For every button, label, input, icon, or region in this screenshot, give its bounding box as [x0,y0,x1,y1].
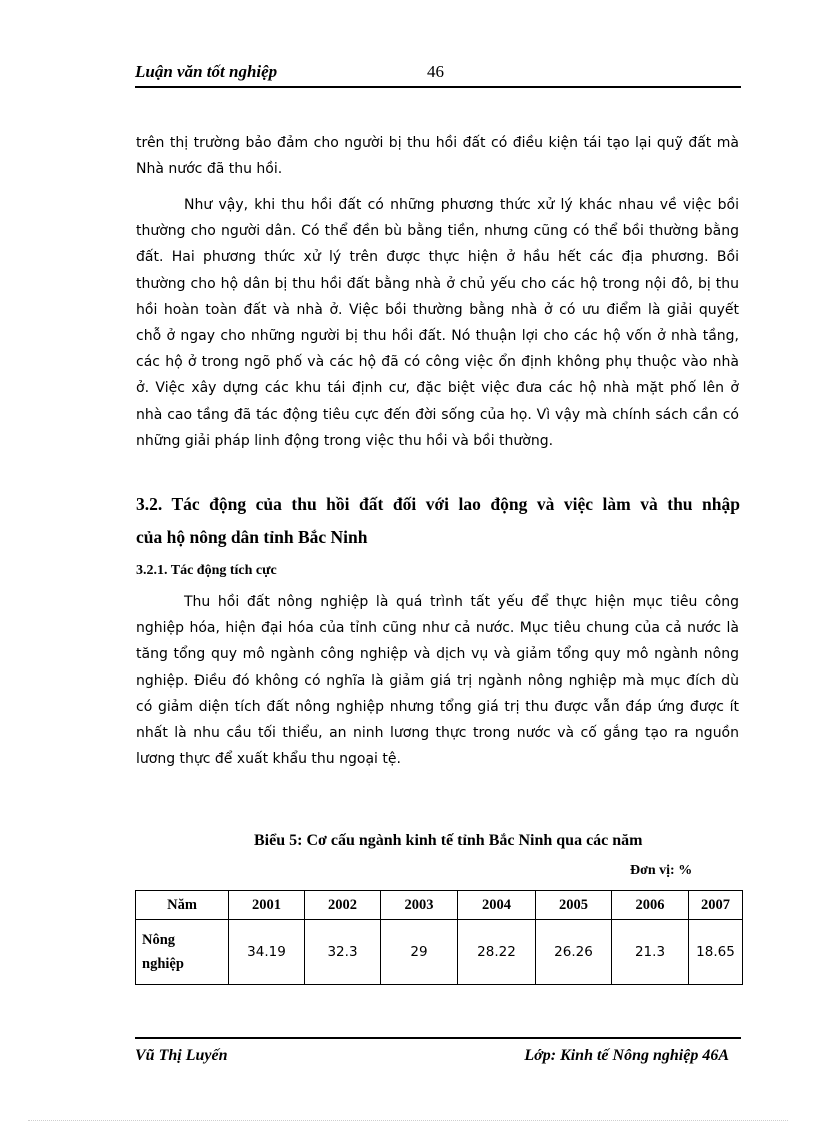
paragraph-continuation [136,130,739,182]
page-number: 46 [427,62,444,81]
row-label-line: nghiệp [142,956,184,972]
table-header-row [136,891,743,920]
text-line: ở. Việc xây dựng các khu tái định cư, đặc biệt việc đưa các hộ nhà mặt phố lên ở [136,380,739,397]
table-cell: 29 [381,920,458,985]
page-header [135,58,741,88]
column-header: 2002 [305,891,381,920]
text-line: đất. Hai phương thức xử lý trên được thực hiện ở hầu hết các địa phương. Bồi [136,249,739,266]
text-line: thường cho người dân. Có thể đền bù bằng tiền, nhưng cũng có thể bồi thường bằng [136,223,739,240]
text-line: những giải pháp linh động trong việc thu hồi và bồi thường. [136,432,554,449]
text-line: Như vậy, khi thu hồi đất có những phương thức xử lý khác nhau về việc bồi [184,197,739,213]
heading-line: 3.2. Tác động của thu hồi đất đối với lao động và việc làm và thu nhập [136,494,740,514]
text-line: hồi hoàn toàn đất và nhà ở. Việc bồi thường bằng nhà ở có ưu điểm là giải quyết [136,301,739,318]
table-cell: 34.19 [229,920,305,985]
column-header: 2004 [458,891,536,920]
section-heading [136,488,740,554]
text-line: chỗ ở ngay cho những người bị thu hồi đất. Nó thuận lợi cho các hộ vốn ở nhà tầng, [136,328,739,345]
table-cell: 21.3 [612,920,689,985]
table-cell: 32.3 [305,920,381,985]
subsection-heading: 3.2.1. Tác động tích cực [136,563,277,578]
footer-author: Vũ Thị Luyến [135,1047,228,1064]
table-cell: 26.26 [536,920,612,985]
economic-structure-table [135,890,743,985]
text-line: tăng tổng quy mô ngành công nghiệp và dịch vụ và giảm tổng quy mô ngành nông [136,646,739,663]
column-header: Năm [136,891,229,920]
table-caption: Biểu 5: Cơ cấu ngành kinh tế tỉnh Bắc Ninh qua các năm [254,832,643,849]
page-edge-divider [28,1120,788,1121]
table-cell: 18.65 [689,920,743,985]
paragraph-positive-impact [136,589,739,772]
text-line: nghiệp hóa, hiện đại hóa của tỉnh cũng như cả nước. Mục tiêu chung của cả nước là [136,620,739,637]
column-header: 2005 [536,891,612,920]
paragraph-compensation [136,192,739,454]
text-line: các hộ ở trong ngõ phố và các hộ đã có công việc ổn định không phụ thuộc vào nhà [136,354,739,371]
column-header: 2001 [229,891,305,920]
table-row [136,920,743,985]
footer-class: Lớp: Kinh tế Nông nghiệp 46A [524,1047,729,1064]
heading-line: của hộ nông dân tỉnh Bắc Ninh [136,527,368,547]
text-line: lương thực để xuất khẩu thu ngoại tệ. [136,751,401,768]
column-header: 2003 [381,891,458,920]
text-line: nhà cao tầng đã tác động tiêu cực đến đời sống của họ. Vì vậy mà chính sách cần có [136,406,739,423]
text-line: Thu hồi đất nông nghiệp là quá trình tất yếu để thực hiện mục tiêu công [184,594,739,610]
text-line: thường cho hộ dân bị thu hồi đất bằng nhà ở chủ yếu cho các hộ trong nội đô, bị thu [136,275,739,292]
header-title: Luận văn tốt nghiệp [135,62,278,81]
column-header: 2006 [612,891,689,920]
table-unit: Đơn vị: % [630,863,693,878]
column-header: 2007 [689,891,743,920]
text-line: nghiệp. Điều đó không có nghĩa là giảm giá trị ngành nông nghiệp mà mục đích dù [136,672,739,689]
row-label-line: Nông [142,932,176,948]
row-label [136,920,229,985]
page-footer [135,1037,741,1069]
text-line: nhất là nhu cầu tối thiểu, an ninh lương thực trong nước và cố gắng tạo ra nguồn [136,725,739,742]
text-line: trên thị trường bảo đảm cho người bị thu hồi đất có điều kiện tái tạo lại quỹ đất mà [136,135,739,151]
text-line: có giảm diện tích đất nông nghiệp nhưng tổng giá trị thu được vẫn đáp ứng được ít [136,698,739,715]
text-line: Nhà nước đã thu hồi. [136,161,283,178]
table-cell: 28.22 [458,920,536,985]
